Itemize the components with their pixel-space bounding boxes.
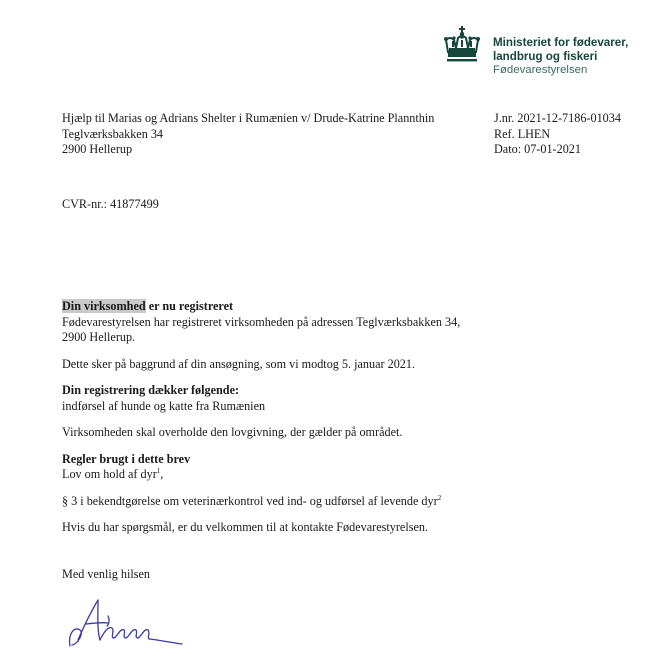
paragraph-registered-line1: Fødevarestyrelsen har registreret virksomheden på adressen Teglværksbakken 34, [62, 314, 461, 329]
journal-number: J.nr. 2021-12-7186-01034 [494, 111, 621, 125]
ministry-logo [442, 26, 642, 76]
recipient-name: Hjælp til Marias og Adrians Shelter i Rumænien v/ Drude-Katrine Plannthin [62, 111, 435, 125]
heading-registered [62, 299, 622, 315]
crown-icon [442, 26, 482, 62]
letter-body [62, 299, 622, 536]
paragraph-contact: Hvis du har spørgsmål, er du velkommen til at kontakte Fødevarestyrelsen. [62, 520, 428, 534]
recipient-address [62, 111, 434, 158]
rule-2 [62, 494, 622, 510]
heading-coverage: Din registrering dækker følgende: [62, 383, 240, 397]
logo-text [493, 36, 628, 77]
paragraph-legislation: Virksomheden skal overholde den lovgivning, der gælder på området. [62, 425, 403, 439]
footnote-2-marker[interactable]: 2 [437, 493, 442, 502]
logo-ministry-line1: Ministeriet for fødevarer, [493, 36, 629, 49]
rule-1-tail: , [160, 467, 164, 481]
logo-ministry-line2: landbrug og fiskeri [493, 49, 598, 63]
closing-greeting: Med venlig hilsen [62, 567, 151, 581]
rule-2-text: § 3 i bekendtgørelse om veterinærkontrol ved ind- og udførsel af levende dyr [62, 493, 438, 508]
cvr-number: CVR-nr.: 41877499 [62, 197, 159, 211]
heading-rest: er nu registreret [145, 299, 234, 313]
heading-rules: Regler brugt i dette brev [62, 451, 191, 466]
heading-highlight: Din virksomhed [62, 299, 146, 313]
letter-date: Dato: 07-01-2021 [494, 142, 581, 156]
rule-1-text: Lov om hold af dyr [62, 467, 157, 481]
coverage-text: indførsel af hunde og katte fra Rumænien [62, 398, 266, 413]
signature-image [64, 596, 192, 652]
paragraph-application: Dette sker på baggrund af din ansøgning, som vi modtog 5. januar 2021. [62, 356, 416, 371]
reference-block [494, 111, 621, 158]
recipient-street: Teglværksbakken 34 [62, 126, 164, 141]
rule-1 [62, 467, 622, 483]
footnote-1-marker[interactable]: 1 [156, 466, 161, 475]
recipient-city: 2900 Hellerup [62, 142, 133, 156]
logo-agency: Fødevarestyrelsen [493, 64, 588, 76]
paragraph-registered-line2: 2900 Hellerup. [62, 330, 136, 344]
reference-initials: Ref. LHEN [494, 126, 551, 141]
